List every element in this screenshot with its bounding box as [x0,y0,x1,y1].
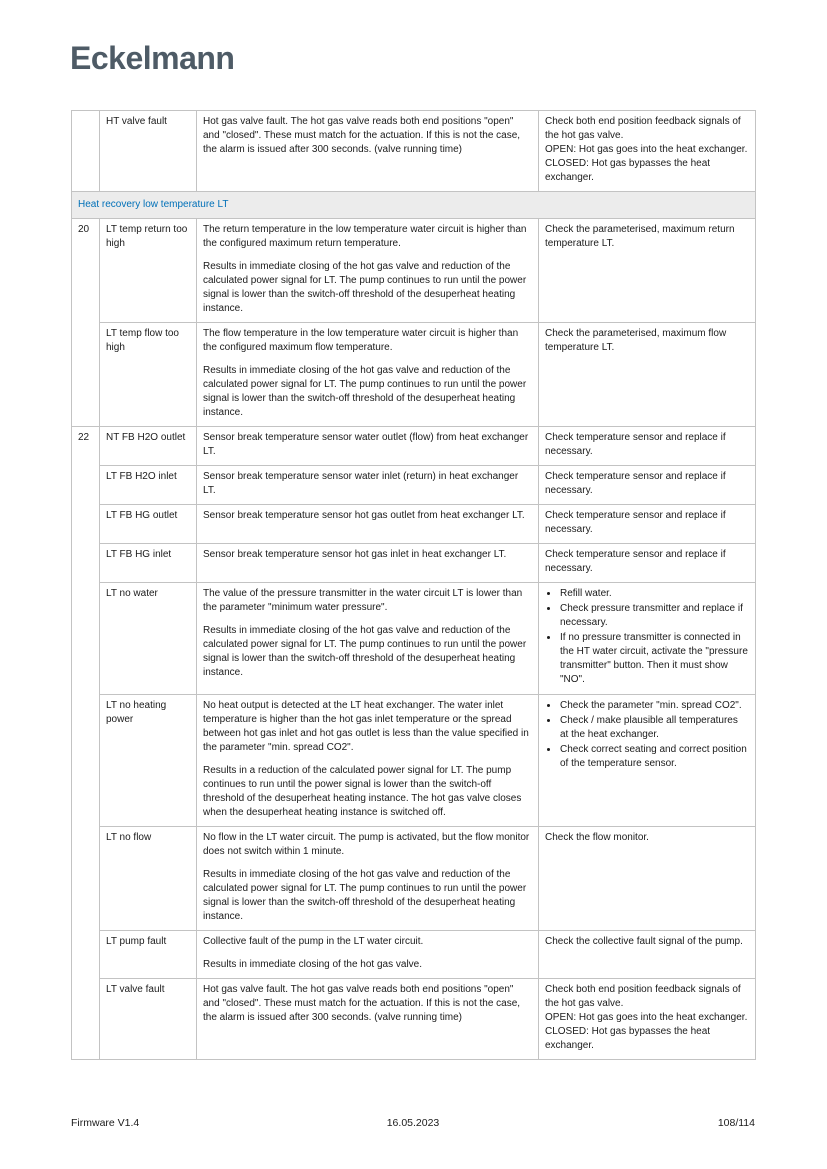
fault-remedy [539,466,756,505]
fault-name: LT temp flow too high [100,323,197,427]
fault-description [197,583,539,695]
remedy-line: OPEN: Hot gas goes into the heat exchanger. [545,1012,748,1023]
description-paragraph: Hot gas valve fault. The hot gas valve reads both end positions "open" and "closed". These must match for the actuation. If this is not the case, the alarm is issued after 300 seconds. (valve running time) [203,984,521,1023]
fault-description [197,827,539,931]
table-row [72,111,756,192]
remedy-bullet: • Check / make plausible all temperatures at the heat exchanger. [559,714,748,742]
remedy-line: OPEN: Hot gas goes into the heat exchanger. [545,144,748,155]
fault-name: LT FB HG outlet [100,505,197,544]
remedy-line: Check the parameterised, maximum flow temperature LT. [545,328,727,353]
fault-table [71,110,756,1060]
fault-name: HT valve fault [100,111,197,192]
description-paragraph: The return temperature in the low temperature water circuit is higher than the configured maximum return temperature. [203,224,527,249]
table-row [72,544,756,583]
page-footer [71,1117,755,1129]
fault-remedy [539,931,756,979]
description-paragraph: Hot gas valve fault. The hot gas valve reads both end positions "open" and "closed". These must match for the actuation. If this is not the case, the alarm is issued after 300 seconds. (valve running time) [203,116,521,155]
fault-code: 22 [72,427,100,1060]
fault-remedy [539,695,756,827]
table-row [72,827,756,931]
fault-description [197,979,539,1060]
description-paragraph: Sensor break temperature sensor water outlet (flow) from heat exchanger LT. [203,432,529,457]
remedy-line: Check temperature sensor and replace if necessary. [545,432,726,457]
footer-date: 16.05.2023 [386,1117,440,1129]
fault-description [197,111,539,192]
fault-description [197,219,539,323]
fault-remedy [539,219,756,323]
remedy-bullet-list [545,587,748,687]
fault-remedy [539,505,756,544]
section-header-row [72,192,756,219]
remedy-line: Check both end position feedback signals of the hot gas valve. [545,116,741,141]
fault-code: 20 [72,219,100,427]
fault-description [197,427,539,466]
remedy-line: CLOSED: Hot gas bypasses the heat exchanger. [545,1026,711,1051]
fault-remedy [539,827,756,931]
description-paragraph: The value of the pressure transmitter in the water circuit LT is lower than the parameter "minimum water pressure". [203,588,523,613]
description-paragraph: Results in a reduction of the calculated power signal for LT. The pump continues to run until the power signal is lower than the switch-off threshold of the desuperheat heating instance. The hot gas valve closes when the desuperheat heating instance is switched off. [203,765,522,818]
table-row [72,583,756,695]
eckelmann-logo: Eckelmann [70,40,235,76]
table-row [72,323,756,427]
fault-name: LT no heating power [100,695,197,827]
fault-remedy [539,427,756,466]
description-paragraph: Sensor break temperature sensor hot gas inlet in heat exchanger LT. [203,549,507,560]
table-row [72,219,756,323]
remedy-line: CLOSED: Hot gas bypasses the heat exchanger. [545,158,711,183]
fault-description [197,323,539,427]
fault-name: LT temp return too high [100,219,197,323]
remedy-line: Check both end position feedback signals of the hot gas valve. [545,984,741,1009]
description-paragraph: Sensor break temperature sensor water inlet (return) in heat exchanger LT. [203,471,519,496]
description-paragraph: No heat output is detected at the LT heat exchanger. The water inlet temperature is higher than the hot gas inlet temperature or the spread between hot gas inlet and hot gas outlet is less than the value specified in the parameter "min. spread CO2". [203,700,529,753]
description-paragraph: No flow in the LT water circuit. The pump is activated, but the flow monitor does not switch within 1 minute. [203,832,530,857]
remedy-bullet: • If no pressure transmitter is connected in the HT water circuit, activate the "pressure transmitter" button. Then it must show "NO". [559,631,748,687]
table-row [72,466,756,505]
description-paragraph: Results in immediate closing of the hot gas valve and reduction of the calculated power signal for LT. The pump continues to run until the power signal is lower than the switch-off threshold of the desuperheat heating instance. [203,869,527,922]
fault-description [197,931,539,979]
fault-name: LT pump fault [100,931,197,979]
remedy-line: Check temperature sensor and replace if necessary. [545,471,726,496]
fault-remedy [539,979,756,1060]
remedy-bullet: • Refill water. [559,587,748,601]
section-header: Heat recovery low temperature LT [72,192,756,219]
description-paragraph: Collective fault of the pump in the LT water circuit. [203,936,424,947]
table-row [72,931,756,979]
remedy-bullet: • Check pressure transmitter and replace if necessary. [559,602,748,630]
footer-firmware-version: Firmware V1.4 [71,1117,140,1129]
remedy-line: Check temperature sensor and replace if necessary. [545,549,726,574]
description-paragraph: Sensor break temperature sensor hot gas outlet from heat exchanger LT. [203,510,525,521]
fault-description [197,505,539,544]
description-paragraph: The flow temperature in the low temperature water circuit is higher than the configured maximum flow temperature. [203,328,519,353]
remedy-line: Check the flow monitor. [545,832,649,843]
description-paragraph: Results in immediate closing of the hot gas valve and reduction of the calculated power signal for LT. The pump continues to run until the power signal is lower than the switch-off threshold of the desuperheat heating instance. [203,625,527,678]
remedy-line: Check temperature sensor and replace if necessary. [545,510,726,535]
fault-name: LT no flow [100,827,197,931]
remedy-bullet: • Check the parameter "min. spread CO2". [559,699,748,713]
fault-description [197,544,539,583]
fault-name: LT no water [100,583,197,695]
description-paragraph: Results in immediate closing of the hot gas valve and reduction of the calculated power signal for LT. The pump continues to run until the power signal is lower than the switch-off threshold of the desuperheat heating instance. [203,365,527,418]
fault-remedy [539,111,756,192]
fault-code [72,111,100,192]
remedy-bullet-list [545,699,748,771]
description-paragraph: Results in immediate closing of the hot gas valve and reduction of the calculated power signal for LT. The pump continues to run until the power signal is lower than the switch-off threshold of the desuperheat heating instance. [203,261,527,314]
table-row [72,695,756,827]
footer-page-number: 108/114 [717,1117,755,1129]
table-row [72,427,756,466]
fault-remedy [539,544,756,583]
fault-description [197,466,539,505]
fault-remedy [539,323,756,427]
remedy-bullet: • Check correct seating and correct position of the temperature sensor. [559,743,748,771]
remedy-line: Check the parameterised, maximum return temperature LT. [545,224,735,249]
table-row [72,505,756,544]
remedy-line: Check the collective fault signal of the pump. [545,936,743,947]
table-row [72,979,756,1060]
fault-description [197,695,539,827]
description-paragraph: Results in immediate closing of the hot gas valve. [203,959,422,970]
fault-name: LT FB HG inlet [100,544,197,583]
fault-name: NT FB H2O outlet [100,427,197,466]
fault-remedy [539,583,756,695]
fault-name: LT FB H2O inlet [100,466,197,505]
fault-name: LT valve fault [100,979,197,1060]
